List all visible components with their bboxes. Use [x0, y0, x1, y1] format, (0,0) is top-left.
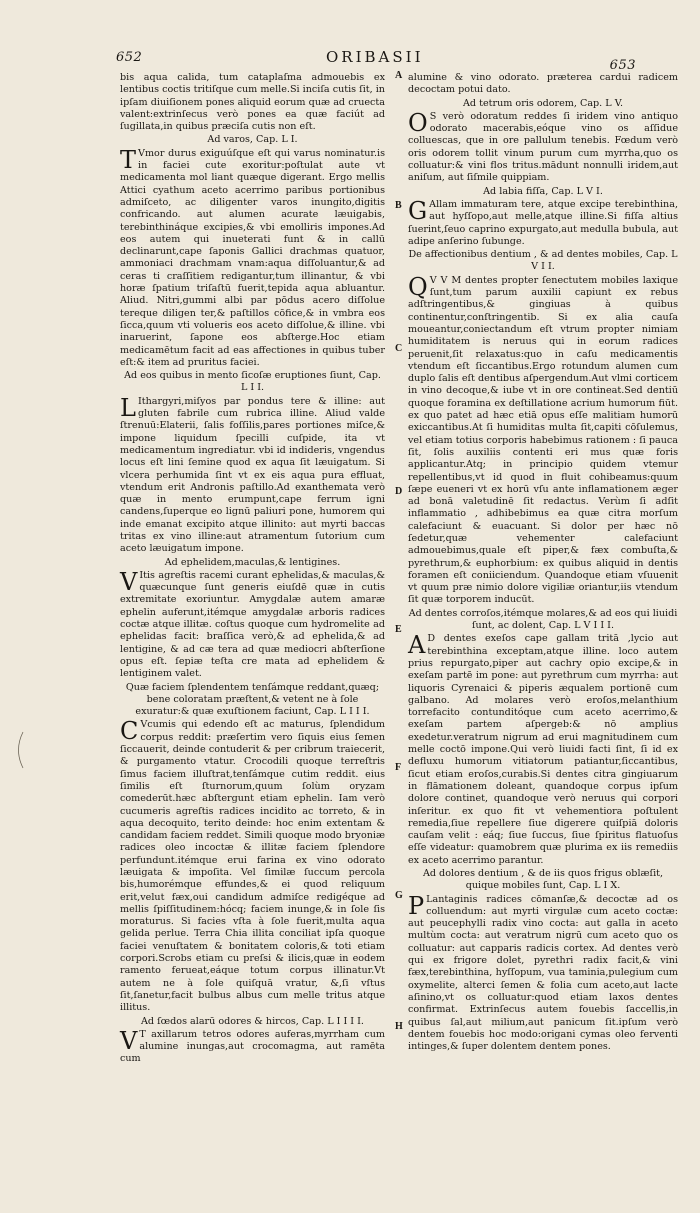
paragraph-text: Lantaginis radices cōmanſæ,& decoctæ ad os colluendum: aut myrti virgulæ cum aceto coctæ: aut peucephylli radix vino cocta: aut galla in aceto multùm cocta: aut veratrum nigrū cum aceto quo os colluatur: aut capparis radicis cortex. Ad dentes verò qui ex frigore dolet, pyrethri radix facit,& vini fæx,terebinthina, hyſſopum, vua taminia,pulegium cum oxymelite, alterci ſemen & folia cum aceto,aut lacte aſinino,vt os colluatur:quod etiam laxos dentes confirmat. Extrinſecus autem fouebis ſaccellis,in quibus ſal,aut milium,aut panicum ſit.ipſum verò dentem fouebis hoc modo:origani cymas oleo ferventi intinges,& ſuper dolentem dentem pones.: [408, 893, 678, 1053]
chapter-heading: Ad labia fiſſa, Cap. L V I.: [483, 185, 603, 197]
gutter-mark: [15, 730, 25, 770]
margin-letter: F: [395, 762, 402, 773]
paragraph-text: T axillarum tetros odores auferas,myrrham cum alumine inungas,aut crocomagma, aut ramēta cum: [120, 1028, 385, 1065]
drop-cap: Q: [408, 272, 428, 301]
paragraph: [408, 108, 678, 185]
chapter-heading: Ad ephelidem,maculas,& lentigines.: [164, 556, 341, 568]
chapter-heading: De affectionibus dentium , & ad dentes mobiles, Cap. L V I I.: [408, 249, 678, 273]
paragraph: [120, 393, 385, 556]
running-header: [116, 44, 636, 73]
drop-cap: L: [120, 393, 136, 422]
running-title: ORIBASII: [326, 48, 424, 66]
drop-cap: C: [120, 717, 139, 746]
paragraph: [408, 633, 678, 867]
drop-cap: V: [120, 1026, 138, 1055]
chapter-heading: Quæ faciem ſplendentem tenſámque reddant,quæq; bene coloratam præſtent,& vetent ne à ſole exuratur:& quæ exuſtionem faciunt, Cap. L I I I.: [125, 681, 380, 718]
paragraph-text: V V M dentes propter ſenectutem mobiles laxique ſunt,tum parum auxilii capiunt ex rebus adſtringentibus,& gingiuas à quibus continentur,conſtringentib. Si ex alia cauſa moueantur,coniectandum eſt vtrum propter nimiam humiditatem is neruus qui in eorum radices peruenit,ſit relaxatus:quo in caſu medicamentis vtendum eſt ſiccantibus.Ergo rotundum alumen cum duplo ſalis eſt dentibus aſpergendum.Aut vlmi corticem in vino decoque,& iube vt in ore contineat.Sed dentiū quoque foramina ex deſtillatione acrium humorum fiūt. ex quo patet ad hæc etiā opus eſſe malitiam humorū exiccantibus.At ſi humiditas multa ſit,capiti cōſulemus, vel etiam totius corporis habebimus rationem : ſi pauca ſit, ſolis auxiliis contenti eri mus quæ foris applicantur.Atq; in principio quidem vtemur repellentibus,vt id quod in fluit cohibeamus:quum ſæpe eueneri vt ex horū vſu ante inflamationem æger ad bonā valetudinē ſit redactus. Verùm ſi adſit inflammatio , adhibebimus ea quæ citra morſum calefaciunt & euacuant. Si dolor per hæc nō ſedetur,quæ vehementer calefaciunt admouebimus,quale eſt piper,& fæx combuſta,& pyrethrum,& euphorbium: ex quibus aliquid in dentis foramen eſt coniiciendum. Quandoque etiam vſuuenit vt quum præ nimio dolore vigiliæ oriantur,iis vtendum ſit quæ torporem inducūt.: [408, 274, 678, 606]
chapter-heading: Ad eos quibus in mento ſicoſæ eruptiones ſiunt, Cap. L I I.: [124, 370, 381, 394]
margin-letter: G: [395, 890, 403, 901]
chapter-heading: Ad dolores dentium , & de iis quos frigus oblæſit, quique mobiles ſunt, Cap. L I X.: [422, 868, 664, 892]
paragraph: [120, 72, 385, 133]
drop-cap: P: [408, 891, 425, 920]
margin-letter: A: [395, 70, 403, 81]
chapter-heading: Ad ſœdos alarū odores & hircos, Cap. L I I I I.: [141, 1015, 364, 1027]
left-column: [120, 72, 385, 1066]
paragraph: [408, 891, 678, 1054]
folio-right: 653: [609, 58, 636, 73]
paragraph: [408, 196, 678, 248]
paragraph-text: alumine & vino odorato. præterea cardui radicem decoctam potui dato.: [408, 72, 678, 96]
paragraph: [120, 567, 385, 681]
paragraph: [408, 72, 678, 97]
paragraph-text: Itis agreſtis racemi curant ephelidas,& maculas,& quæcunque ſunt generis eiuſdē quæ in cutis extremitate exoriuntur. Amygdalæ autem amaræ ephelin auferunt,itémque amygdalæ arboris radices coctæ atque illitæ. coſtus quoque cum hydromelite ad ephelidas facit: braſſica verò,& ad ephelida,& ad lentigine, & ad cæ tera ad quæ mediocri abſterſione opus eſt. ſepiæ teſta cre mata ad ephelidem & lentiginem valet.: [120, 569, 385, 680]
chapter-heading: Ad varos, Cap. L I.: [207, 134, 298, 146]
paragraph: [120, 719, 385, 1014]
drop-cap: T: [120, 145, 137, 174]
right-column: [408, 72, 678, 1054]
paragraph-text: Vcumis qui edendo eſt ac maturus, ſplendidum corpus reddit: præſertim vero ſiquis eius ſemen ſiccauerit, deinde contuderit & per cribrum traiecerit, & purgamento vtatur. Crocodili quoque terreſtris ſimus faciem illuſtrat,tenſámque cutim reddit. eius ſimilis eſt ſturnorum,quum ſolùm oryzam comederūt.hæc abſtergunt etiam ephelin. Iam verò cucumeris agreſtis radices incidito ac torreto, & in aqua decoquito, terito deinde: hoc enim extentam & candidam faciem reddet. Simili quoque modo bryoniæ radices oleo incoctæ & illitæ faciem ſplendore perfundunt.itémque erui farina ex vino odorato læuigata & impoſita. Vel ſimilæ ſuccum percola bis,humorémque effundes,& ei quod reliquum erit,velut fæx,oui candidum admiſce redigéque ad mellis ſpiſſitudinem:hócq; faciem inunge,& in ſole ſis moraturus. Si facies vſta à ſole fuerit,multa aqua gelida perlue. Terra Chia illita conciliat ipſa quoque faciei venuſtatem & bonitatem coloris,& toti etiam corpori.Scrobs etiam cu preſsi & ilicis,quæ in eodem ramento ferueat,eáque totum corpus illinatur.Vt autem ne à ſole quiſquā vratur, &,ſi vſtus ſit,ſanetur,facit bulbus albus cum melle tritus atque illitus.: [120, 719, 385, 1014]
drop-cap: V: [120, 567, 138, 596]
margin-letter: E: [395, 624, 402, 635]
drop-cap: A: [408, 631, 426, 660]
chapter-heading: Ad tetrum oris odorem, Cap. L V.: [463, 97, 623, 109]
drop-cap: G: [408, 196, 428, 225]
margin-letter: H: [395, 1021, 403, 1032]
paragraph-text: bis aqua calida, tum cataplaſma admouebis ex lentibus coctis tritiſque cum melle.Si inciſa cutis ſit, in ipſam diuiſionem pones aliquid eorum quæ ad cruecta valent:extrinſecus verò pones ea quæ faciút ad ſugillata,in quibus præciſa cutis non eſt.: [120, 72, 385, 133]
paragraph: [408, 272, 678, 607]
folio-left: 652: [116, 50, 143, 65]
chapter-heading: Ad dentes corroſos,itémque molares,& ad eos qui liuidi ſunt, ac dolent, Cap. L V I I I.: [408, 607, 678, 632]
paragraph: [120, 1026, 385, 1066]
margin-letter: C: [395, 343, 403, 354]
margin-letter: B: [395, 200, 402, 211]
margin-letter: D: [395, 486, 403, 497]
paragraph-text: D dentes exeſos cape gallam tritā ,lycio aut terebinthina exceptam,atque illine. loco autem prius repurgato,piper aut cachry opio excipe,& in exeſam partē im pone: aut pyrethrum cum myrrha: aut liquoris Cyrenaici & piperis æqualem portionē cum galbano. Ad molares verò eroſos,melanthium torrefacito contunditóque cum aceto acerrimo,& exeſam partem aſpergeb:& nō amplius exedetur.veratrum nigrum ad erui magnitudinem cum melle coctō impone.Qui verò liuidi facti ſint, ſi id ex defluxu humorum vitiatorum patiantur,ſiccantibus, ſicut etiam eroſos,curabis.Si dentes citra gingiuarum in flāmationem doleant, quandoque corpus ipſum dolore continet, quandoque verò neruus qui corpori inſeritur. ex quo fit vt vehementiora poſtulent remedia,ſiue repellere ſiue digerere quiſpiā doloris cauſam velit : eáq; ſiue ſuccus, ſiue ſpiritus flatuoſus eſſe videatur: quamobrem quæ plurima ex iis remediis ex aceto acerrimo parantur.: [408, 633, 678, 866]
paragraph-text: Ithargyri,miſyos par pondus tere & illine: aut gluten fabrile cum rubrica illine. Aliud valde ſtrenuū:Elaterii, ſalis foſſilis,pares portiones miſce,& impone liquidum ſpecilli cuſpide, ita vt medicamentum ingrediatur. vbi id indideris, vngendus locus eſt lini ſemine quod ex aqua ſit læuigatum. Si vlcera perhumida ſint vt ex eis aqua pura effluat, vtendum erit Andronis paſtillo.Ad exanthemata verò quæ in mento erumpunt,cape ferrum igni candens,ſuperque eo lignū paliuri pone, humorem qui inde emanat excipito atque illinito: aut myrti baccas tritas ex vino illine:aut atramentum ſutorium cum aceto læuigatum impone.: [120, 395, 385, 555]
paragraph: [120, 145, 385, 369]
paragraph-text: Allam immaturam tere, atque excipe terebinthina, aut hyſſopo,aut melle,atque illine.Si fiſſa altius ſuerint,ſeuo caprino expurgato,aut medulla bubula, aut adipe anſerino ſubunge.: [408, 198, 678, 247]
drop-cap: O: [408, 108, 428, 137]
paragraph-text: Vmor durus exiguúſque eſt qui varus nominatur.is in faciei cute exoritur:poſtulat aute vt medicamenta mol liant quæque digerant. Ergo mellis Attici cyathum aceto acerrimo paribus portionibus admiſceto, ac diligenter varos inungito,digitis confricando. aut alumen acurate læuigabis, terebinthináque excipies,& vbi emolliris impones.Ad eos autem qui inueterati funt & in callū declinarunt,cape ſaponis Gallici drachmas quatuor, ammoniaci drachmam vnam:aqua diſſoluantur,& ad ceras ti craſſitiem redigantur,tum illinantur, & vbi horæ ſpatium triſaſtū fuerit,tepida aqua abluantur. Aliud. Nitri,gummi albi par pōdus acero diſſolue tereque diligen ter,& paſtillos cōfice,& in vmbra eos ſicca,quum vti volueris eos aceto diſſolue,& illine. vbi inaruerint, ſapone eos abſterge.Hoc etiam medicamētum facit ad eas affectiones in quibus tuber eſt:& item ad pruritus faciei.: [120, 147, 385, 368]
paragraph-text: S verò odoratum reddes ſi iridem vino antiquo odorato macerabis,eóque vino os aſſidue colluescas, que in ore pallulum tenebis. Fœdum verò oris odorem tollit vinum purum cum myrrha,quo os colluatur:& vini flos tritus.mādunt nonnulli iridem,aut aniſum, aut ſiſmile quippiam.: [408, 110, 678, 184]
